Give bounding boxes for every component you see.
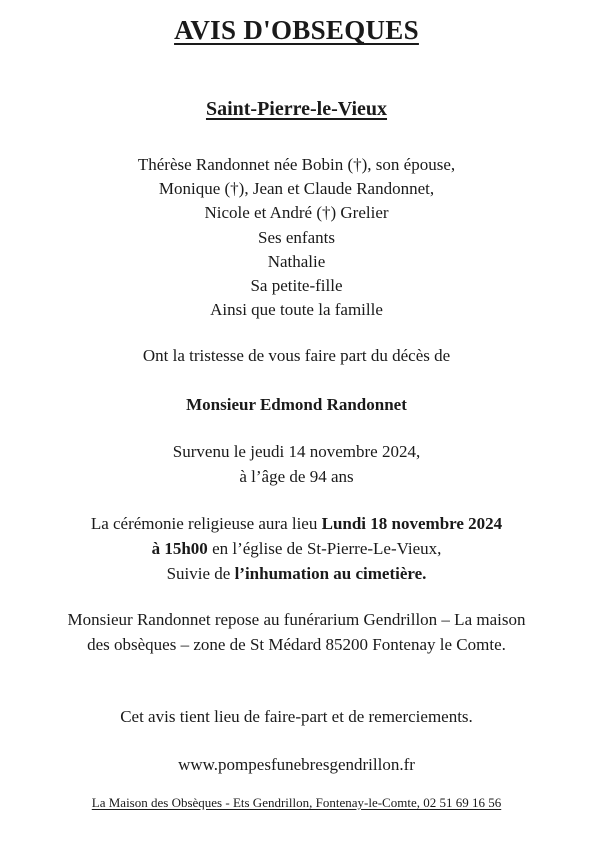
family-line: Ses enfants xyxy=(258,228,335,247)
family-line: Thérèse Randonnet née Bobin (†), son épouse, xyxy=(137,155,456,174)
family-line: Monique (†), Jean et Claude Randonnet, xyxy=(158,179,435,198)
place-heading: Saint-Pierre-le-Vieux xyxy=(205,98,388,120)
deceased-name: Monsieur Edmond Randonnet xyxy=(186,395,407,414)
notice-text: Cet avis tient lieu de faire-part et de remerciements. xyxy=(120,707,473,726)
family-line: Nicole et André (†) Grelier xyxy=(204,203,389,222)
repose-line: Monsieur Randonnet repose au funérarium Gendrillon – La maison xyxy=(67,610,526,629)
page-title: AVIS D'OBSEQUES xyxy=(174,15,419,45)
family-line: Ainsi que toute la famille xyxy=(210,300,383,319)
footer-contact: La Maison des Obsèques - Ets Gendrillon, Fontenay-le-Comte, 02 51 69 16 56 xyxy=(91,795,502,810)
family-line: Sa petite-fille xyxy=(250,276,343,295)
ceremony-line: La cérémonie religieuse aura lieu Lundi 18 novembre 2024 xyxy=(90,514,503,533)
death-age: à l’âge de 94 ans xyxy=(239,467,354,486)
ceremony-line: Suivie de l’inhumation au cimetière. xyxy=(166,564,427,583)
repose-line: des obsèques – zone de St Médard 85200 Fontenay le Comte. xyxy=(87,635,506,654)
website-link[interactable]: www.pompesfunebresgendrillon.fr xyxy=(178,755,415,774)
announcement-text: Ont la tristesse de vous faire part du décès de xyxy=(142,346,451,365)
ceremony-line: à 15h00 en l’église de St-Pierre-Le-Vieux, xyxy=(151,539,442,558)
family-line: Nathalie xyxy=(267,252,326,271)
death-date: Survenu le jeudi 14 novembre 2024, xyxy=(172,442,421,461)
